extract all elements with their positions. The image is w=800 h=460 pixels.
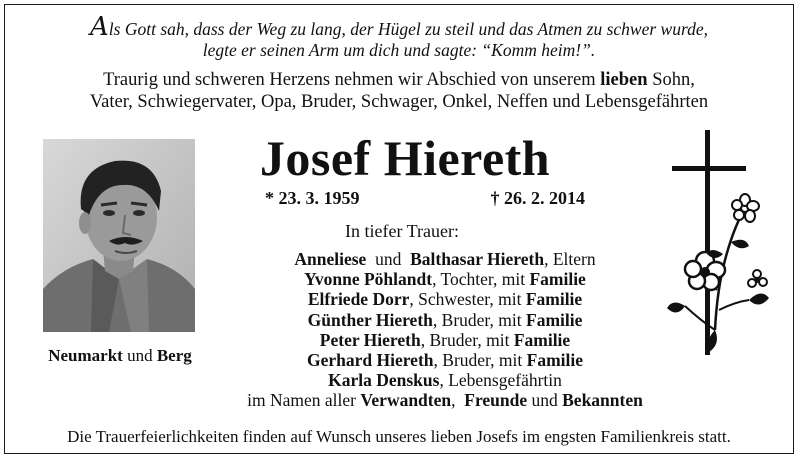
footer-note: Die Trauerfeierlichkeiten finden auf Wunsch unseres lieben Josefs im engsten Familienkreis statt. — [67, 427, 731, 446]
deceased-name: Josef Hiereth — [259, 130, 551, 186]
mourner-line: Elfriede Dorr, Schwester, mit Familie — [307, 289, 583, 310]
location: Neumarkt und Berg — [48, 346, 192, 365]
mourner-line: Karla Denskus, Lebensgefährtin — [328, 370, 562, 391]
intro-line-1: Traurig und schweren Herzens nehmen wir Abschied von unserem lieben Sohn, — [103, 70, 695, 90]
mourning-heading: In tiefer Trauer: — [345, 221, 459, 241]
motto-line-1: Als Gott sah, dass der Weg zu lang, der Hügel zu steil und das Atmen zu schwer wurde, — [90, 12, 708, 42]
obituary-notice — [4, 4, 794, 454]
motto-line-2: legte er seinen Arm um dich und sagte: “Komm heim!”. — [202, 40, 596, 60]
intro-text — [5, 69, 793, 113]
intro-line-2: Vater, Schwiegervater, Opa, Bruder, Schwager, Onkel, Neffen und Lebensgefährten — [89, 92, 709, 112]
birth-date: * 23. 3. 1959 — [265, 188, 360, 208]
death-date: † 26. 2. 2014 — [490, 188, 585, 208]
motto-verse — [5, 12, 793, 61]
life-dates — [265, 188, 585, 209]
mourner-line: Gerhard Hiereth, Bruder, mit Familie — [306, 350, 583, 371]
mourner-line: Yvonne Pöhlandt, Tochter, mit Familie — [304, 269, 586, 290]
mourner-line: Günther Hiereth, Bruder, mit Familie — [307, 309, 583, 330]
motto-initial: A — [90, 12, 109, 42]
portrait-illustration — [43, 139, 195, 332]
mourner-line: Peter Hiereth, Bruder, mit Familie — [319, 329, 571, 350]
closing-line: im Namen aller Verwandten, Freunde und Bekannten — [247, 390, 643, 411]
mourner-line: Anneliese und Balthasar Hiereth, Eltern — [294, 249, 596, 269]
portrait-photo — [43, 139, 195, 332]
mourners-list — [185, 249, 705, 411]
cross-with-flowers-icon — [645, 130, 775, 360]
